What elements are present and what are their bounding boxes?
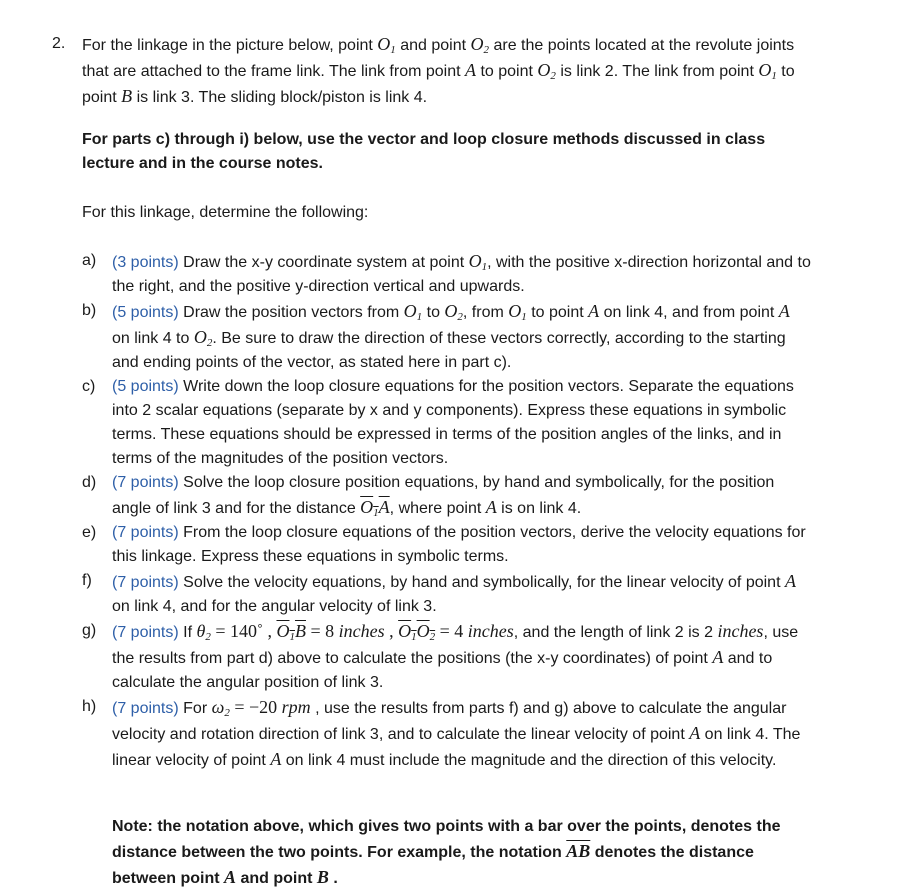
part-label: c)	[82, 378, 96, 395]
question-number: 2.	[52, 35, 66, 52]
symbol-a: A	[465, 60, 477, 80]
points-badge: (5 points)	[112, 378, 179, 395]
part-label: h)	[82, 698, 97, 715]
distance-o1a: $O_1A$	[360, 497, 390, 519]
part-c: c) (5 points) Write down the loop closure equations for the position vectors. Separate the equations into 2 scalar equations (separate by x and y components). Express these equations in symbolic terms. These equations should be expressed in terms of the position angles of the links, and in terms of the magnitudes of the position vectors.	[82, 375, 812, 471]
symbol-omega2: $\omega_2$	[211, 697, 230, 719]
part-e: e) (7 points) From the loop closure equations of the position vectors, derive the velocity equations for this linkage. Express these equations in symbolic terms.	[82, 521, 812, 569]
points-badge: (5 points)	[112, 304, 179, 321]
part-label: e)	[82, 524, 97, 541]
part-d: d) (7 points) Solve the loop closure position equations, by hand and symbolically, for the position angle of link 3 and for the distance $O_1A$, where point A is on link 4.	[82, 471, 812, 521]
points-badge: (3 points)	[112, 254, 179, 271]
distance-o1o2: $O_1O_2$	[398, 621, 436, 643]
part-label: g)	[82, 622, 97, 639]
symbol-o1: $O_1$	[377, 34, 396, 56]
symbol-theta2: $\theta_2$	[196, 621, 211, 643]
symbol-o2: $O_2$	[470, 34, 490, 56]
part-a: a) (3 points) Draw the x-y coordinate system at point $O_1$, with the positive x-direction horizontal and to the right, and the positive y-direction vertical and upwards.	[82, 251, 811, 295]
symbol-o2: $O_2$	[537, 60, 556, 82]
part-g: g) (7 points) If $\theta_2$ = 140˚ , $O_1B = 8$ inches , $O_1O_2 = 4$ inches, and the length of link 2 is 2 inches, use the results from part d) above to calculate the positions (the x-y coordinates) of point A and to calculate the angular position of link 3.	[82, 621, 799, 691]
distance-ab: $\overline{AB}$	[566, 841, 591, 861]
part-label: d)	[82, 474, 97, 491]
parts-list	[82, 249, 812, 773]
part-f: f) (7 points) Solve the velocity equations, by hand and symbolically, for the linear velocity of point A on link 4, and for the angular velocity of link 3.	[82, 571, 796, 615]
part-label: f)	[82, 572, 92, 589]
points-badge: (7 points)	[112, 624, 179, 641]
distance-o1b: $O_1B$	[276, 621, 306, 643]
part-label: b)	[82, 302, 97, 319]
points-badge: (7 points)	[112, 474, 179, 491]
part-b: b) (5 points) Draw the position vectors from $O_1$ to $O_2$, from $O_1$ to point A on link 4, and from point A on link 4 to $O_2$. Be sure to draw the direction of these vectors correctly, according to the starting and ending points of the vector, as stated here in part c).	[82, 301, 790, 371]
intro-paragraph: For the linkage in the picture below, point $O_1$ and point $O_2$ are the points located at the revolute joints that are attached to the frame link. The link from point A to point $O_2$ is link 2. The link from point $O_1$ to point B is link 3. The sliding block/piston is link 4.	[82, 34, 795, 106]
points-badge: (7 points)	[112, 524, 179, 541]
instruction-paragraph: For parts c) through i) below, use the vector and loop closure methods discussed in class lecture and in the course notes.	[82, 131, 766, 172]
symbol-o1: $O_1$	[758, 60, 777, 82]
points-badge: (7 points)	[112, 574, 179, 591]
points-badge: (7 points)	[112, 700, 179, 717]
note-paragraph: Note: the notation above, which gives two points with a bar over the points, denotes the distance between the two points. For example, the notation $\overline{AB}$ denotes the distance between point A and point B .	[112, 818, 781, 887]
symbol-b: B	[121, 86, 133, 106]
part-h: h) (7 points) For $\omega_2 = -20$ rpm , use the results from parts f) and g) above to calculate the angular velocity and rotation direction of link 3, and to calculate the linear velocity of point A on link 4. The linear velocity of point A on link 4 must include the magnitude and the direction of this velocity.	[82, 697, 801, 769]
lead-in-text: For this linkage, determine the following:	[82, 204, 369, 221]
part-label: a)	[82, 252, 97, 269]
